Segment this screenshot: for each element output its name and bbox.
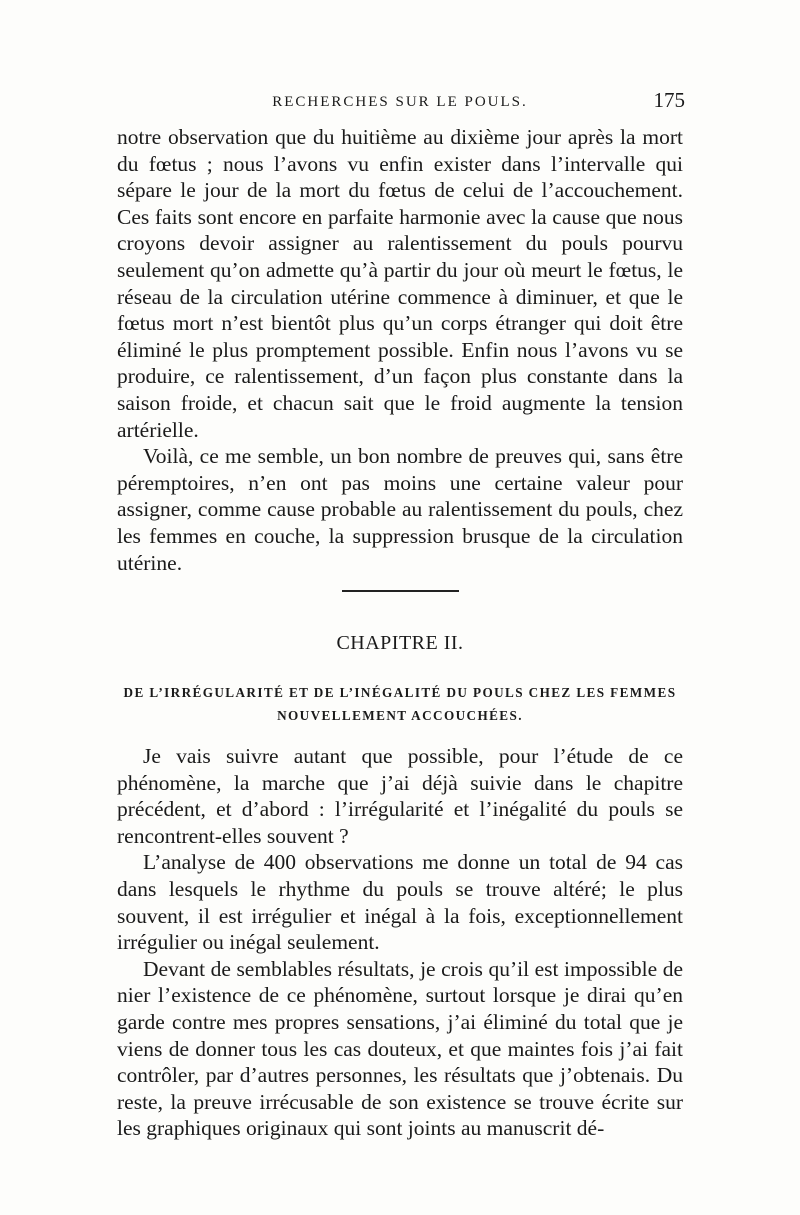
paragraph: Voilà, ce me semble, un bon nombre de preuves qui, sans être péremptoires, n’en ont pas moins une certaine valeur pour assigner, comme cause probable au ralentissement du pouls, chez les femmes en couche, la suppression brusque de la circulation utérine. — [117, 444, 683, 575]
paragraph: Devant de semblables résultats, je crois qu’il est impossible de nier l’existence de ce phénomène, surtout lorsque je dirai qu’en garde contre mes propres sensations, j’ai éliminé du total que je viens de donner tous les cas douteux, et que maintes fois j’ai fait contrôler, par d’autres personnes, les résultats que j’obtenais. Du reste, la preuve irrécusable de son existence se trouve écrite sur les graphiques originaux qui sont joints au manuscrit dé- — [117, 956, 683, 1141]
section-divider — [342, 590, 459, 592]
body-text-bottom — [117, 743, 683, 1142]
running-title: RECHERCHES SUR LE POULS. — [272, 94, 528, 110]
paragraph-continued: notre observation que du huitième au dixième jour après la mort du fœtus ; nous l’avons vu enfin exister dans l’intervalle qui sépare le jour de la mort du fœtus de celui de l’accouchement. Ces faits sont encore en parfaite harmonie avec la cause que nous croyons devoir assigner au ralentissement du pouls pourvu seulement qu’on admette qu’à partir du jour où meurt le fœtus, le réseau de la circulation utérine commence à diminuer, et que le fœtus mort n’est bientôt plus qu’un corps étranger qui doit être éliminé le plus promptement possible. Enfin nous l’avons vu se produire, ce ralentissement, d’un façon plus constante dans la saison froide, et chacun sait que le froid augmente la tension artérielle. — [117, 125, 683, 442]
chapter-subtitle: DE L’IRRÉGULARITÉ ET DE L’INÉGALITÉ DU POULS CHEZ LES FEMMES NOUVELLEMENT ACCOUCHÉES. — [123, 685, 677, 723]
body-text-top — [117, 124, 683, 576]
page-number: 175 — [653, 88, 685, 112]
running-head — [115, 88, 685, 114]
paragraph: Je vais suivre autant que possible, pour l’étude de ce phénomène, la marche que j’ai déjà suivie dans le chapitre précédent, et d’abord : l’irrégularité et l’inégalité du pouls se rencontrent-elles souvent ? — [117, 744, 683, 848]
chapter-title: CHAPITRE II. — [336, 632, 464, 654]
paragraph: L’analyse de 400 observations me donne un total de 94 cas dans lesquels le rhythme du pouls se trouve altéré; le plus souvent, il est irrégulier et inégal à la fois, exceptionnellement irrégulier ou inégal seulement. — [117, 850, 683, 955]
